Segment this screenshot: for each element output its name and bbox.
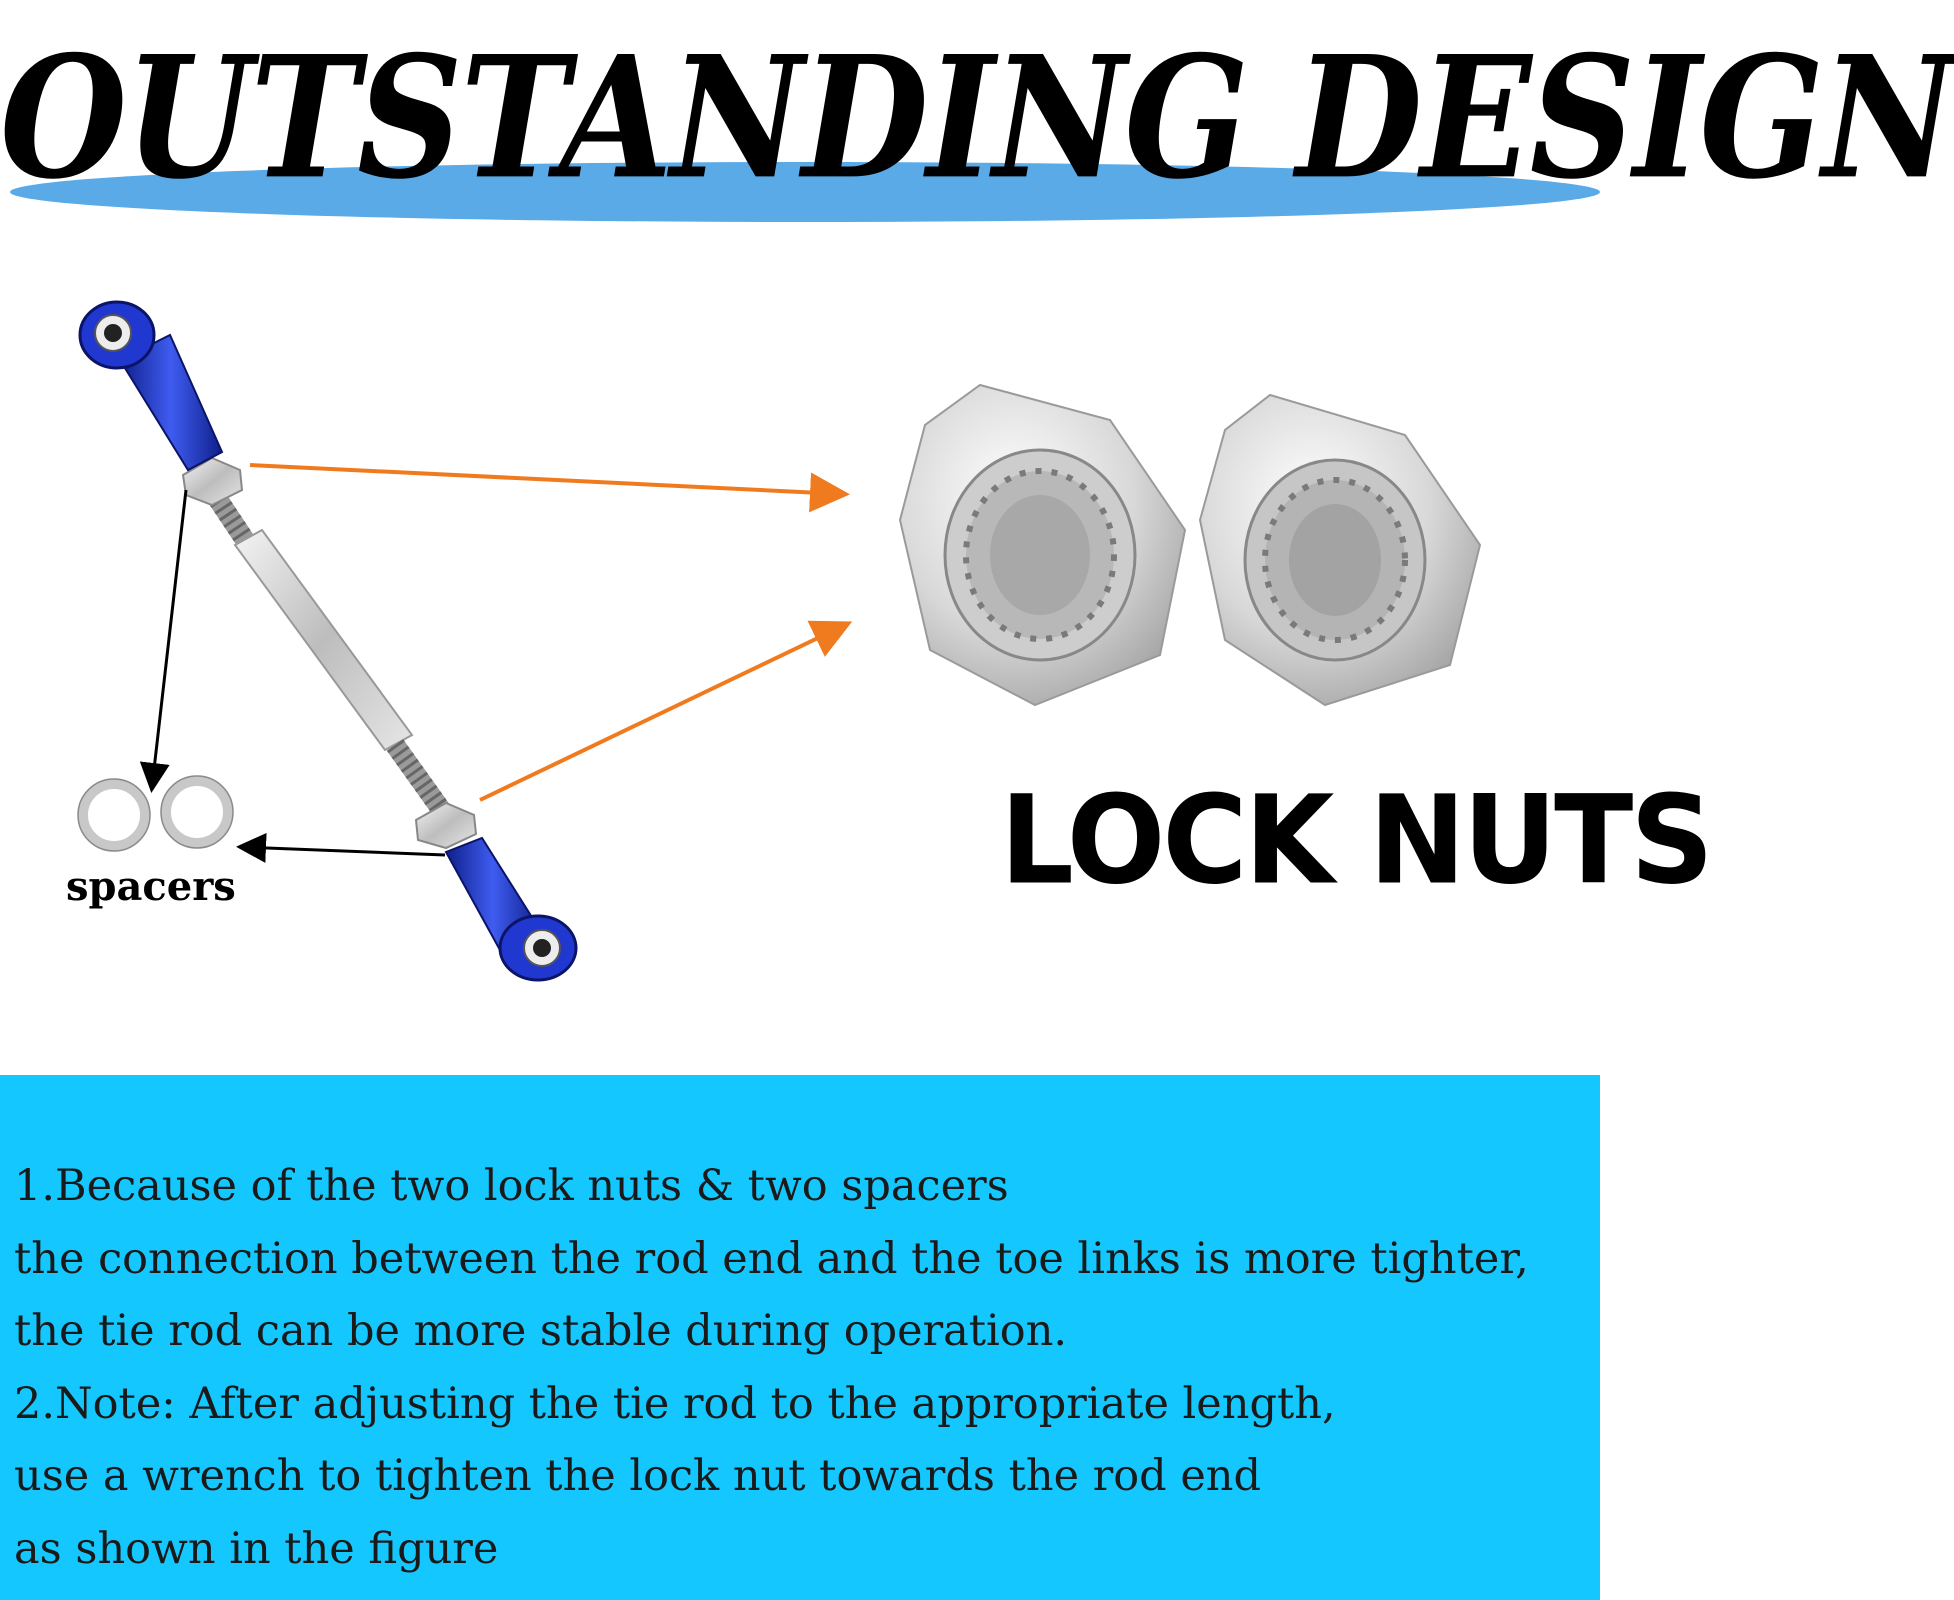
description-line: as shown in the figure <box>14 1523 499 1574</box>
illustration-svg <box>0 240 1711 1070</box>
lock-nuts-illustration <box>900 385 1480 705</box>
description-text <box>14 1150 1594 1585</box>
header <box>0 0 1954 240</box>
description-line: the tie rod can be more stable during operation. <box>14 1306 1068 1356</box>
arrow-upper-nut <box>250 465 842 494</box>
description-line: 1.Because of the two lock nuts & two spacers <box>14 1161 1009 1211</box>
pointer-arrows <box>152 465 845 855</box>
spacers-illustration <box>78 776 233 851</box>
arrow-spacer-upper <box>152 490 186 787</box>
arrow-spacer-lower <box>242 847 445 855</box>
spacers-label: spacers <box>66 863 236 910</box>
page-title: OUTSTANDING DESIGN <box>0 20 1954 217</box>
description-line: the connection between the rod end and the toe links is more tighter, <box>14 1233 1529 1284</box>
product-illustration <box>0 240 1711 1070</box>
description-line: 2.Note: After adjusting the tie rod to the appropriate length, <box>14 1378 1336 1429</box>
arrow-lower-nut <box>480 625 845 800</box>
lock-nuts-label: LOCK NUTS <box>1000 770 1711 912</box>
description-line: use a wrench to tighten the lock nut towards the rod end <box>14 1451 1261 1501</box>
